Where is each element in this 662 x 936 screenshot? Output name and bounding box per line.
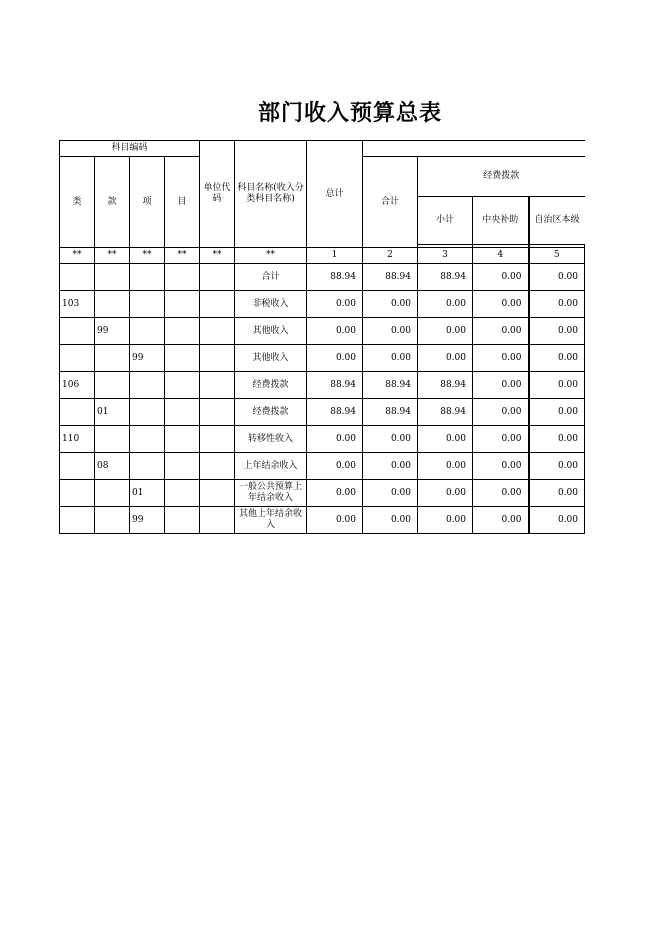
cell-kuan: 01 <box>95 399 130 426</box>
cell-subtotal: 88.94 <box>418 264 473 291</box>
index-cell: 3 <box>418 248 473 264</box>
cell-subject-name: 合计 <box>235 264 307 291</box>
cell-central: 0.00 <box>473 291 529 318</box>
header-subtotal: 小计 <box>418 197 473 245</box>
header-mu: 目 <box>165 157 200 248</box>
cell-lei <box>60 318 95 345</box>
cell-subtotal: 0.00 <box>418 480 473 507</box>
cell-mu <box>165 453 200 480</box>
cell-mu <box>165 372 200 399</box>
index-cell: ** <box>130 248 165 264</box>
cell-kuan <box>95 264 130 291</box>
cell-lei: 106 <box>60 372 95 399</box>
cell-lei <box>60 264 95 291</box>
cell-mu <box>165 318 200 345</box>
cell-unit-code <box>200 507 235 534</box>
cell-subject-name: 经费拨款 <box>235 372 307 399</box>
cell-region: 0.00 <box>529 264 585 291</box>
cell-unit-code <box>200 264 235 291</box>
cell-lei: 103 <box>60 291 95 318</box>
table-row <box>60 480 585 507</box>
cell-kuan <box>95 372 130 399</box>
cell-region: 0.00 <box>529 453 585 480</box>
cell-mu <box>165 507 200 534</box>
cell-total: 88.94 <box>307 372 363 399</box>
cell-central: 0.00 <box>473 318 529 345</box>
cell-unit-code <box>200 480 235 507</box>
page-title: 部门收入预算总表 <box>257 101 442 126</box>
index-cell: 4 <box>473 248 529 264</box>
cell-subject-name: 其他收入 <box>235 345 307 372</box>
table-row <box>60 426 585 453</box>
cell-region: 0.00 <box>529 399 585 426</box>
cell-subtotal: 0.00 <box>418 453 473 480</box>
header-subject-name: 科目名称(收入分类科目名称) <box>235 141 307 248</box>
cell-kuan <box>95 345 130 372</box>
cell-central: 0.00 <box>473 264 529 291</box>
cell-xiang <box>130 318 165 345</box>
cell-mu <box>165 291 200 318</box>
header-code-group: 科目编码 <box>60 141 200 157</box>
cell-region: 0.00 <box>529 480 585 507</box>
cell-unit-code <box>200 318 235 345</box>
cell-subject-name: 一般公共预算上年结余收入 <box>235 480 307 507</box>
cell-total: 0.00 <box>307 453 363 480</box>
header-total: 总计 <box>307 141 363 248</box>
table-row <box>60 399 585 426</box>
table-row <box>60 345 585 372</box>
cell-xiang: 99 <box>130 345 165 372</box>
cell-lei: 110 <box>60 426 95 453</box>
cell-lei <box>60 480 95 507</box>
cell-central: 0.00 <box>473 426 529 453</box>
header-lei: 类 <box>60 157 95 248</box>
cell-total: 88.94 <box>307 264 363 291</box>
table-row <box>60 318 585 345</box>
cell-lei <box>60 345 95 372</box>
cell-subject-name: 转移性收入 <box>235 426 307 453</box>
table-row <box>60 372 585 399</box>
budget-table <box>59 140 585 534</box>
header-xiang: 项 <box>130 157 165 248</box>
table-row <box>60 453 585 480</box>
header-central: 中央补助 <box>473 197 529 245</box>
cell-heji: 0.00 <box>363 318 418 345</box>
cell-subject-name: 经费拨款 <box>235 399 307 426</box>
cell-xiang: 99 <box>130 507 165 534</box>
cell-mu <box>165 480 200 507</box>
cell-kuan <box>95 507 130 534</box>
cell-total: 88.94 <box>307 399 363 426</box>
header-blank-top <box>363 141 585 157</box>
header-region: 自治区本级 <box>529 197 585 245</box>
cell-unit-code <box>200 372 235 399</box>
header-heji: 合计 <box>363 157 418 248</box>
cell-lei <box>60 453 95 480</box>
cell-xiang <box>130 426 165 453</box>
cell-subtotal: 0.00 <box>418 345 473 372</box>
cell-region: 0.00 <box>529 345 585 372</box>
cell-subtotal: 0.00 <box>418 291 473 318</box>
cell-heji: 0.00 <box>363 507 418 534</box>
cell-total: 0.00 <box>307 318 363 345</box>
cell-total: 0.00 <box>307 291 363 318</box>
cell-unit-code <box>200 399 235 426</box>
cell-heji: 0.00 <box>363 453 418 480</box>
cell-lei <box>60 399 95 426</box>
index-cell: 2 <box>363 248 418 264</box>
cell-subtotal: 0.00 <box>418 507 473 534</box>
cell-central: 0.00 <box>473 399 529 426</box>
header-funding: 经费拨款 <box>418 157 585 197</box>
cell-lei <box>60 507 95 534</box>
cell-heji: 0.00 <box>363 291 418 318</box>
cell-mu <box>165 399 200 426</box>
cell-xiang <box>130 372 165 399</box>
cell-region: 0.00 <box>529 507 585 534</box>
cell-mu <box>165 345 200 372</box>
cell-total: 0.00 <box>307 507 363 534</box>
index-cell: ** <box>235 248 307 264</box>
index-cell: 1 <box>307 248 363 264</box>
header-unit-code: 单位代码 <box>200 141 235 248</box>
cell-xiang <box>130 453 165 480</box>
cell-subject-name: 其他收入 <box>235 318 307 345</box>
cell-region: 0.00 <box>529 426 585 453</box>
cell-subtotal: 0.00 <box>418 426 473 453</box>
cell-xiang: 01 <box>130 480 165 507</box>
index-cell: ** <box>95 248 130 264</box>
cell-xiang <box>130 291 165 318</box>
cell-central: 0.00 <box>473 453 529 480</box>
cell-heji: 0.00 <box>363 480 418 507</box>
index-cell: ** <box>60 248 95 264</box>
cell-subtotal: 88.94 <box>418 372 473 399</box>
cell-kuan: 08 <box>95 453 130 480</box>
index-row <box>60 248 585 264</box>
cell-central: 0.00 <box>473 345 529 372</box>
table-row <box>60 264 585 291</box>
index-cell: 5 <box>529 248 585 264</box>
cell-heji: 0.00 <box>363 426 418 453</box>
cell-unit-code <box>200 426 235 453</box>
cell-mu <box>165 264 200 291</box>
cell-total: 0.00 <box>307 480 363 507</box>
header-row-1 <box>60 141 585 157</box>
cell-xiang <box>130 399 165 426</box>
cell-subject-name: 其他上年结余收入 <box>235 507 307 534</box>
cell-total: 0.00 <box>307 345 363 372</box>
cell-unit-code <box>200 345 235 372</box>
cell-heji: 88.94 <box>363 399 418 426</box>
table-row <box>60 291 585 318</box>
cell-heji: 88.94 <box>363 372 418 399</box>
cell-region: 0.00 <box>529 372 585 399</box>
cell-unit-code <box>200 453 235 480</box>
cell-central: 0.00 <box>473 480 529 507</box>
cell-region: 0.00 <box>529 318 585 345</box>
cell-subtotal: 0.00 <box>418 318 473 345</box>
cell-unit-code <box>200 291 235 318</box>
cell-subject-name: 非税收入 <box>235 291 307 318</box>
cell-subject-name: 上年结余收入 <box>235 453 307 480</box>
cell-region: 0.00 <box>529 291 585 318</box>
cell-kuan: 99 <box>95 318 130 345</box>
cell-total: 0.00 <box>307 426 363 453</box>
cell-kuan <box>95 291 130 318</box>
cell-subtotal: 88.94 <box>418 399 473 426</box>
cell-kuan <box>95 426 130 453</box>
table-row <box>60 507 585 534</box>
cell-kuan <box>95 480 130 507</box>
cell-heji: 88.94 <box>363 264 418 291</box>
cell-central: 0.00 <box>473 372 529 399</box>
cell-central: 0.00 <box>473 507 529 534</box>
header-kuan: 款 <box>95 157 130 248</box>
cell-heji: 0.00 <box>363 345 418 372</box>
cell-xiang <box>130 264 165 291</box>
index-cell: ** <box>165 248 200 264</box>
index-cell: ** <box>200 248 235 264</box>
cell-mu <box>165 426 200 453</box>
